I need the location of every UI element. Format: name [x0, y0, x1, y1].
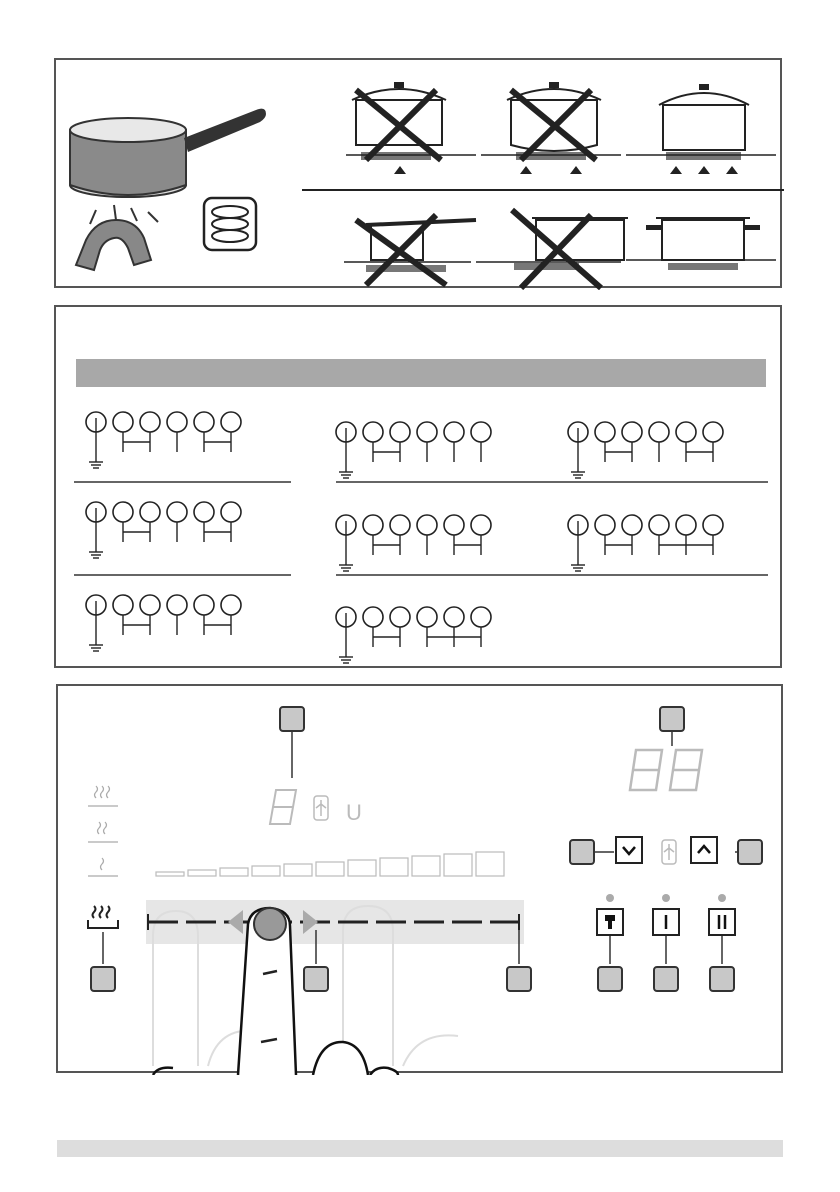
stage-1-callout [653, 966, 679, 992]
pot-case-3 [626, 84, 776, 174]
stage-1-button[interactable] [652, 908, 680, 936]
terminal-w2-6 [221, 502, 241, 522]
terminal-w5-4 [417, 515, 437, 535]
terminal-w1-4 [167, 412, 187, 432]
terminal-w7-2 [595, 422, 615, 442]
terminal-w6-6 [471, 607, 491, 627]
terminal-w1-6 [221, 412, 241, 432]
zone-indicator-icon [314, 796, 328, 820]
stage-2-button[interactable] [708, 908, 736, 936]
terminal-w2-4 [167, 502, 187, 522]
cookware-illustration [56, 60, 784, 290]
terminal-w8-6 [703, 515, 723, 535]
power-level-bar [476, 852, 504, 876]
heat-level-icons [88, 786, 118, 876]
saucepan-icon [70, 109, 266, 197]
timer-up-callout [737, 839, 763, 865]
keep-warm-icon[interactable] [88, 906, 118, 928]
pot-case-6 [626, 218, 776, 270]
terminal-w4-4 [417, 422, 437, 442]
terminal-w3-5 [194, 595, 214, 615]
terminal-w6-5 [444, 607, 464, 627]
terminal-w4-5 [444, 422, 464, 442]
footer-bar [57, 1140, 783, 1157]
terminal-w3-3 [140, 595, 160, 615]
power-level-bar [156, 872, 184, 876]
coil-symbol-icon [204, 198, 256, 250]
terminal-w7-5 [676, 422, 696, 442]
lock-callout [597, 966, 623, 992]
slider-callout [303, 966, 329, 992]
power-level-bar [380, 858, 408, 876]
terminal-w1-2 [113, 412, 133, 432]
terminal-w2-5 [194, 502, 214, 522]
terminal-w6-4 [417, 607, 437, 627]
power-level-bar [188, 870, 216, 876]
power-level-bar [348, 860, 376, 876]
power-level-bar [316, 862, 344, 876]
terminal-w8-2 [595, 515, 615, 535]
power-level-bar [444, 854, 472, 876]
terminal-w5-2 [363, 515, 383, 535]
power-level-bar [284, 864, 312, 876]
timer-down-button[interactable] [615, 836, 643, 864]
terminal-w4-2 [363, 422, 383, 442]
wiring-panel [54, 305, 782, 668]
power-level-bar [412, 856, 440, 876]
keep-warm-callout [90, 966, 116, 992]
terminal-w5-3 [390, 515, 410, 535]
control-illustration [58, 686, 785, 1075]
terminal-w3-6 [221, 595, 241, 615]
power-level-bar [252, 866, 280, 876]
magnet-icon [76, 220, 151, 270]
pot-case-2 [481, 82, 621, 174]
terminal-w5-6 [471, 515, 491, 535]
terminal-w1-5 [194, 412, 214, 432]
terminal-w7-6 [703, 422, 723, 442]
pot-case-1 [346, 82, 476, 174]
slider-end-callout [506, 966, 532, 992]
timer-digit-display [630, 750, 702, 790]
timer-down-callout [569, 839, 595, 865]
terminal-w5-5 [444, 515, 464, 535]
zone-digit-display [270, 790, 296, 824]
terminal-w2-2 [113, 502, 133, 522]
terminal-w4-6 [471, 422, 491, 442]
stage-2-callout [709, 966, 735, 992]
wiring-diagrams [56, 307, 784, 670]
terminal-w3-2 [113, 595, 133, 615]
terminal-w3-4 [167, 595, 187, 615]
pot-case-5 [476, 210, 628, 288]
terminal-w7-4 [649, 422, 669, 442]
terminal-w8-3 [622, 515, 642, 535]
terminal-w8-5 [676, 515, 696, 535]
terminal-w7-3 [622, 422, 642, 442]
terminal-w6-3 [390, 607, 410, 627]
power-level-bar [220, 868, 248, 876]
timer-display-callout [659, 706, 685, 732]
terminal-w1-3 [140, 412, 160, 432]
pot-case-4 [344, 215, 476, 285]
terminal-w6-2 [363, 607, 383, 627]
cookware-panel [54, 58, 782, 288]
timer-indicator-icon [662, 840, 676, 864]
timer-up-button[interactable] [690, 836, 718, 864]
zone-unit-label: U [346, 800, 362, 825]
power-level-bars [156, 852, 504, 876]
terminal-w8-4 [649, 515, 669, 535]
zone-display-callout [279, 706, 305, 732]
terminal-w4-3 [390, 422, 410, 442]
terminal-w2-3 [140, 502, 160, 522]
control-panel [56, 684, 783, 1073]
lock-button[interactable] [596, 908, 624, 936]
